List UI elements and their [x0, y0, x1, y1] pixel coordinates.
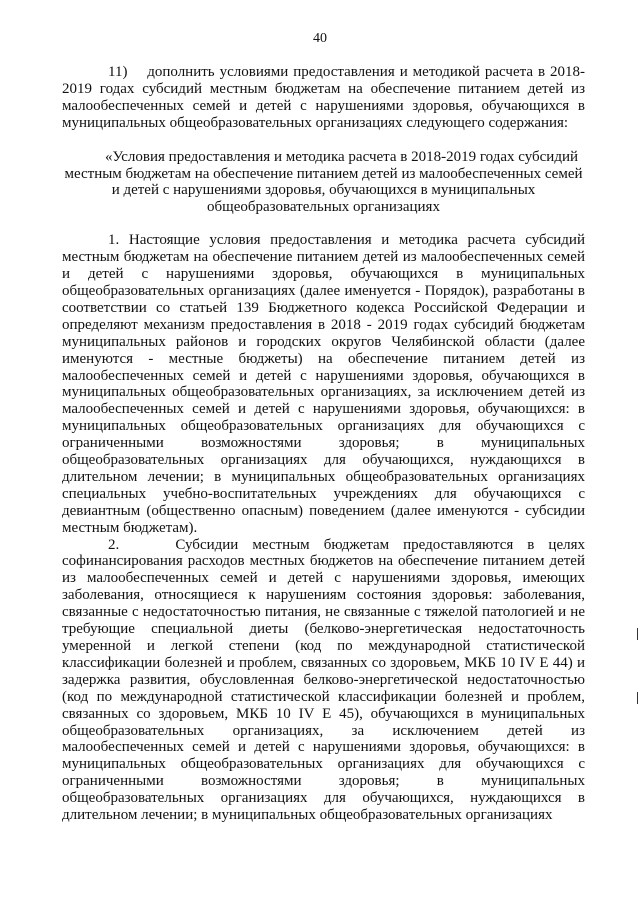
amendment-intro-paragraph: 11) дополнить условиями предоставления и методикой расчета в 2018-2019 годах субсидий местным бюджетам на обеспечение питанием детей из малообеспеченных семей и детей с нарушениями здоровья, обучающихся в муниципальных общеобразовательных организациях следующего содержания:	[62, 64, 585, 131]
page-number: 40	[313, 31, 327, 46]
conditions-title: «Условия предоставления и методика расчета в 2018-2019 годах субсидий местным бюджетам на обеспечение питанием детей из малообеспеченных семей и детей с нарушениями здоровья, обучающихся в муниципальных общеобразовательных организациях	[64, 148, 583, 216]
document-body	[62, 64, 585, 824]
paragraph-1: 1. Настоящие условия предоставления и методика расчета субсидий местным бюджетам на обеспечение питанием детей из малообеспеченных семей и детей с нарушениями здоровья, обучающихся в муниципальных общеобразовательных организациях (далее именуется - Порядок), разработаны в соответствии со статьей 139 Бюджетного кодекса Российской Федерации и определяют механизм предоставления в 2018 - 2019 годах субсидий бюджетам муниципальных районов и городских округов Челябинской области (далее именуются - местные бюджеты) на обеспечение питанием детей из малообеспеченных семей и детей с нарушениями здоровья, обучающихся в муниципальных общеобразовательных организациях, за исключением детей из малообеспеченных семей и детей с нарушениями здоровья, обучающихся: в муниципальных общеобразовательных организациях для обучающихся с ограниченными возможностями здоровья; в муниципальных общеобразовательных организациях для обучающихся, нуждающихся в длительном лечении; в муниципальных общеобразовательных организациях специальных учебно-воспитательных учреждениях для обучающихся с девиантным (общественно опасным) поведением (далее именуются - субсидии местным бюджетам).	[62, 232, 585, 536]
scan-margin-mark	[637, 692, 638, 704]
scan-margin-mark	[637, 628, 638, 640]
paragraph-2: 2. Субсидии местным бюджетам предоставляются в целях софинансирования расходов местных бюджетов на обеспечение питанием детей из малообеспеченных семей и детей с нарушениями здоровья, имеющих заболевания, относящиеся к нарушениям состояния здоровья: заболевания, связанные с недостаточностью питания, не связанные с тяжелой патологией и не требующие специальной диеты (белково-энергетическая недостаточность умеренной и легкой степени (код по международной статистической классификации болезней и проблем, связанных со здоровьем, МКБ 10 IV Е 44) и задержка развития, обусловленная белково-энергетической недостаточностью (код по международной статистической классификации болезней и проблем, связанных со здоровьем, МКБ 10 IV Е 45), обучающихся в муниципальных общеобразовательных организациях, за исключением детей из малообеспеченных семей и детей с нарушениями здоровья, обучающихся: в муниципальных общеобразовательных организациях для обучающихся с ограниченными возможностями здоровья; в муниципальных общеобразовательных организациях для обучающихся, нуждающихся в длительном лечении; в муниципальных общеобразовательных организациях	[62, 536, 585, 824]
